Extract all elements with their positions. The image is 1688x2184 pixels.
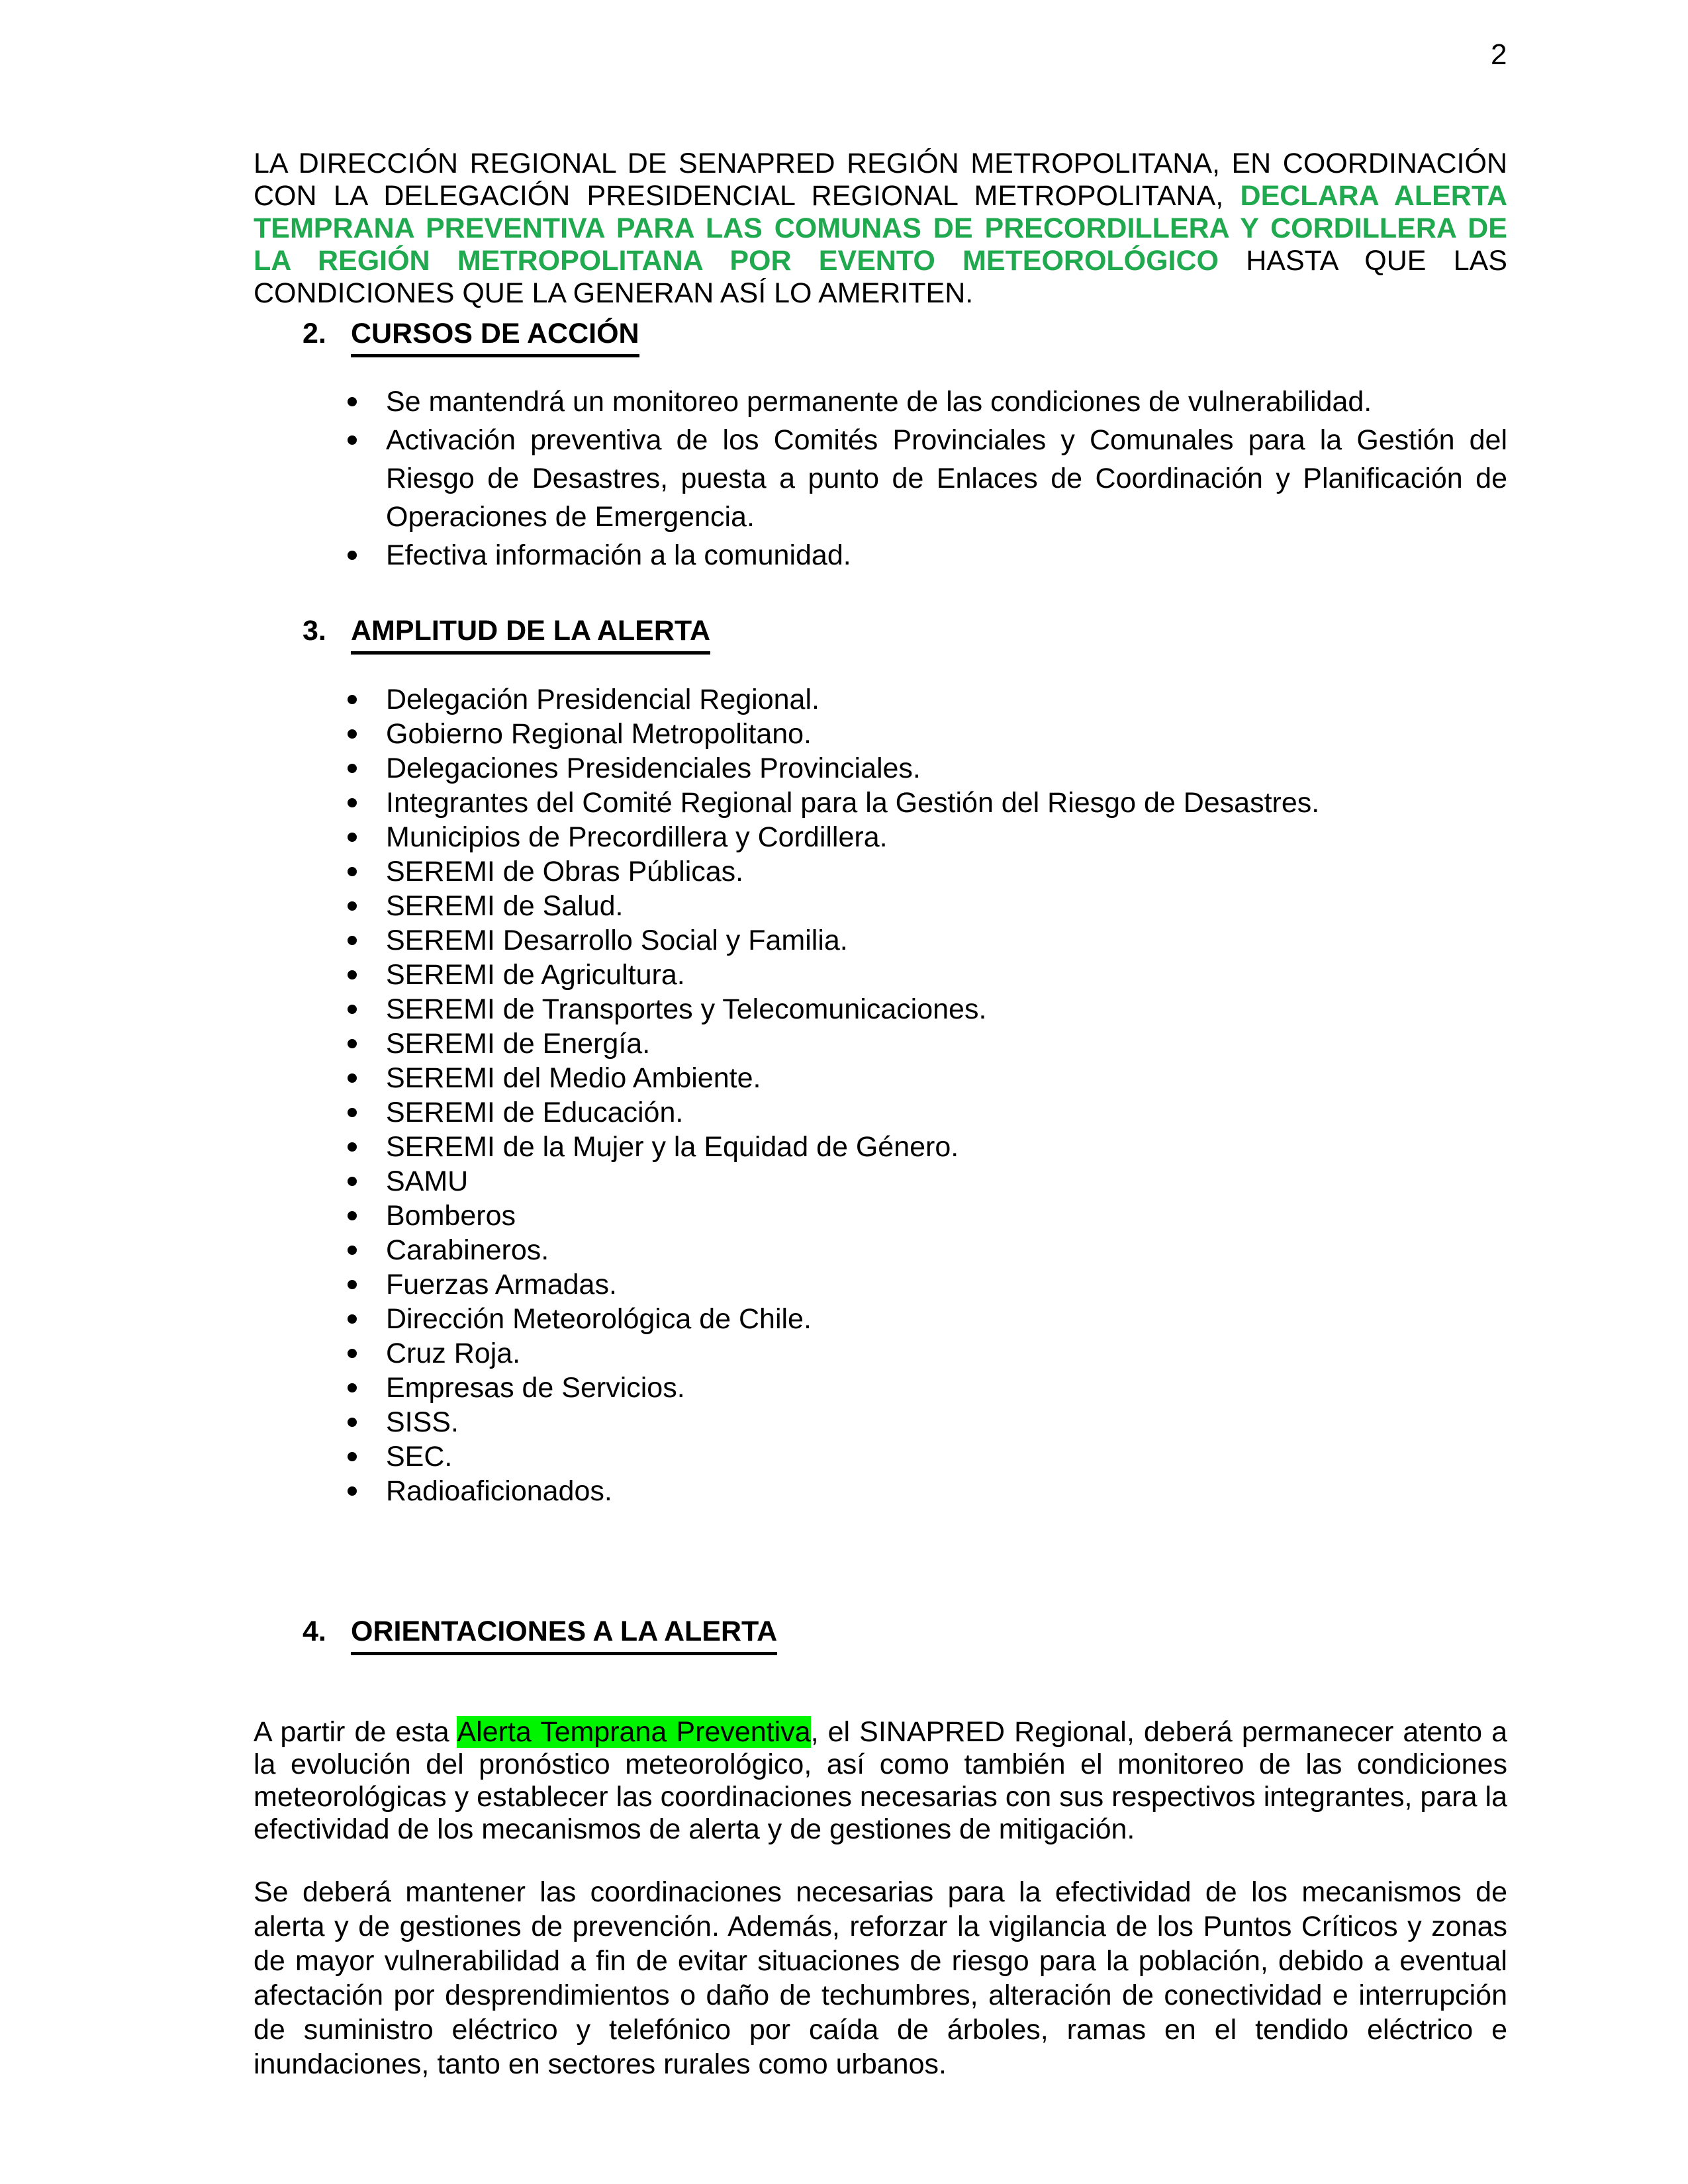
list-item [344, 1164, 1507, 1199]
list-item-text: Cruz Roja. [386, 1338, 521, 1369]
list-item-text: SEREMI de Agricultura. [386, 959, 685, 991]
list-item [344, 889, 1507, 923]
list-item [344, 1336, 1507, 1371]
list-item-text: Municipios de Precordillera y Cordillera. [386, 821, 888, 853]
bullet-marker-icon [348, 1177, 357, 1186]
list-item-text: SEREMI del Medio Ambiente. [386, 1062, 761, 1094]
bullet-marker-icon [348, 798, 357, 807]
bullet-marker-icon [348, 1005, 357, 1014]
list-item [344, 1267, 1507, 1302]
bullet-marker-icon [348, 1314, 357, 1324]
bullet-marker-icon [348, 1211, 357, 1220]
bullet-marker-icon [348, 1039, 357, 1048]
list-item [344, 536, 1507, 574]
list-item-text: SEREMI de Obras Públicas. [386, 856, 744, 887]
list-item [344, 992, 1507, 1026]
intro-paragraph [254, 148, 1507, 310]
section-title: CURSOS DE ACCIÓN [351, 317, 639, 357]
list-item-text: Fuerzas Armadas. [386, 1269, 617, 1300]
highlighted-alert-name: Alerta Temprana Preventiva [457, 1716, 811, 1748]
list-item-text: SEREMI de Transportes y Telecomunicaciones. [386, 993, 987, 1025]
list-item-text: Empresas de Servicios. [386, 1372, 685, 1404]
bullet-marker-icon [348, 1486, 357, 1496]
list-item-text: SAMU [386, 1165, 469, 1197]
list-item-text: SEREMI de Educación. [386, 1097, 684, 1128]
list-item-text: Gobierno Regional Metropolitano. [386, 718, 812, 750]
list-item [344, 1405, 1507, 1439]
list-item-text: SEC. [386, 1441, 453, 1473]
list-item-text: Carabineros. [386, 1234, 549, 1266]
list-item [344, 1061, 1507, 1095]
list-item-text: Radioaficionados. [386, 1475, 612, 1507]
list-item [344, 1302, 1507, 1336]
list-item-text: SEREMI de Salud. [386, 890, 624, 922]
bullet-marker-icon [348, 936, 357, 945]
intro-text-green-declaration: DECLARA ALERTA TEMPRANA PREVENTIVA PARA LAS COMUNAS DE PRECORDILLERA Y CORDILLERA DE LA REGIÓN METROPOLITANA POR EVENTO METEOROLÓGICO [254, 180, 1507, 277]
bullet-marker-icon [348, 435, 357, 445]
bullet-marker-icon [348, 695, 357, 704]
list-item-text: SEREMI de la Mujer y la Equidad de Género. [386, 1131, 959, 1163]
section-title: ORIENTACIONES A LA ALERTA [351, 1615, 777, 1655]
section-heading-amplitud-de-la-alerta [303, 614, 710, 655]
list-item-text: SEREMI Desarrollo Social y Familia. [386, 925, 848, 956]
list-item [344, 820, 1507, 854]
section-number: 3. [303, 615, 326, 647]
bullet-marker-icon [348, 729, 357, 739]
list-item [344, 1130, 1507, 1164]
list-item [344, 1026, 1507, 1061]
list-item [344, 1199, 1507, 1233]
list-item-text: Delegación Presidencial Regional. [386, 684, 820, 715]
bullet-marker-icon [348, 1418, 357, 1427]
bullet-marker-icon [348, 1280, 357, 1289]
section-title: AMPLITUD DE LA ALERTA [351, 614, 710, 655]
bullet-marker-icon [348, 1108, 357, 1117]
list-item-text: Activación preventiva de los Comités Provinciales y Comunales para la Gestión del Riesgo de Desastres, puesta a punto de Enlaces de Coordinación y Planificación de Operaciones de Emergencia. [386, 424, 1507, 533]
bullet-marker-icon [348, 901, 357, 911]
bullet-marker-icon [348, 867, 357, 876]
amplitud-bullet-list [344, 682, 1507, 1508]
orientaciones-p1-lead: A partir de esta [254, 1716, 457, 1748]
section-number: 4. [303, 1615, 326, 1647]
list-item [344, 854, 1507, 889]
bullet-marker-icon [348, 1073, 357, 1083]
bullet-marker-icon [348, 1246, 357, 1255]
bullet-marker-icon [348, 970, 357, 979]
list-item-text: Se mantendrá un monitoreo permanente de las condiciones de vulnerabilidad. [386, 386, 1372, 418]
list-item-text: Efectiva información a la comunidad. [386, 539, 851, 571]
list-item [344, 383, 1507, 421]
orientaciones-paragraph-2: Se deberá mantener las coordinaciones necesarias para la efectividad de los mecanismos de alerta y de gestiones de prevención. Además, reforzar la vigilancia de los Puntos Críticos y zonas de mayor vulnerabilidad a fin de evitar situaciones de riesgo para la población, debido a eventual afectación por desprendimientos o daño de techumbres, alteración de conectividad e interrupción de suministro eléctrico y telefónico por caída de árboles, ramas en el tendido eléctrico e inundaciones, tanto en sectores rurales como urbanos. [254, 1876, 1507, 2080]
bullet-marker-icon [348, 833, 357, 842]
bullet-marker-icon [348, 1452, 357, 1461]
list-item [344, 682, 1507, 717]
section-heading-cursos-de-accion [303, 317, 639, 357]
list-item [344, 1474, 1507, 1508]
list-item [344, 786, 1507, 820]
list-item-text: Dirección Meteorológica de Chile. [386, 1303, 812, 1335]
bullet-marker-icon [348, 1383, 357, 1392]
intro-text-lead: LA DIRECCIÓN REGIONAL DE SENAPRED REGIÓN METROPOLITANA, EN COORDINACIÓN CON LA DELEGACIÓN PRESIDENCIAL REGIONAL METROPOLITANA, [254, 148, 1507, 212]
list-item [344, 717, 1507, 751]
bullet-marker-icon [348, 1349, 357, 1358]
list-item-text: Delegaciones Presidenciales Provinciales. [386, 752, 921, 784]
list-item [344, 923, 1507, 958]
list-item-text: Integrantes del Comité Regional para la Gestión del Riesgo de Desastres. [386, 787, 1320, 819]
bullet-marker-icon [348, 764, 357, 773]
orientaciones-paragraph-1 [254, 1716, 1507, 1846]
list-item-text: SEREMI de Energía. [386, 1028, 651, 1060]
list-item [344, 1371, 1507, 1405]
section-number: 2. [303, 318, 326, 349]
orientaciones-p1-tail: , el SINAPRED Regional, deberá permanecer atento a la evolución del pronóstico meteorológico, así como también el monitoreo de las condiciones meteorológicas y establecer las coordinaciones necesarias con sus respectivos integrantes, para la efectividad de los mecanismos de alerta y de gestiones de mitigación. [254, 1716, 1508, 1845]
bullet-marker-icon [348, 551, 357, 560]
cursos-bullet-list [344, 383, 1507, 574]
list-item [344, 1439, 1507, 1474]
intro-text-tail: HASTA QUE LAS CONDICIONES QUE LA GENERAN ASÍ LO AMERITEN. [254, 245, 1507, 309]
bullet-marker-icon [348, 397, 357, 406]
list-item-text: Bomberos [386, 1200, 516, 1232]
list-item [344, 958, 1507, 992]
list-item [344, 1095, 1507, 1130]
page-number: 2 [1491, 38, 1507, 71]
bullet-marker-icon [348, 1142, 357, 1152]
list-item [344, 421, 1507, 536]
list-item [344, 1233, 1507, 1267]
list-item-text: SISS. [386, 1406, 459, 1438]
section-heading-orientaciones-a-la-alerta [303, 1615, 777, 1655]
list-item [344, 751, 1507, 786]
